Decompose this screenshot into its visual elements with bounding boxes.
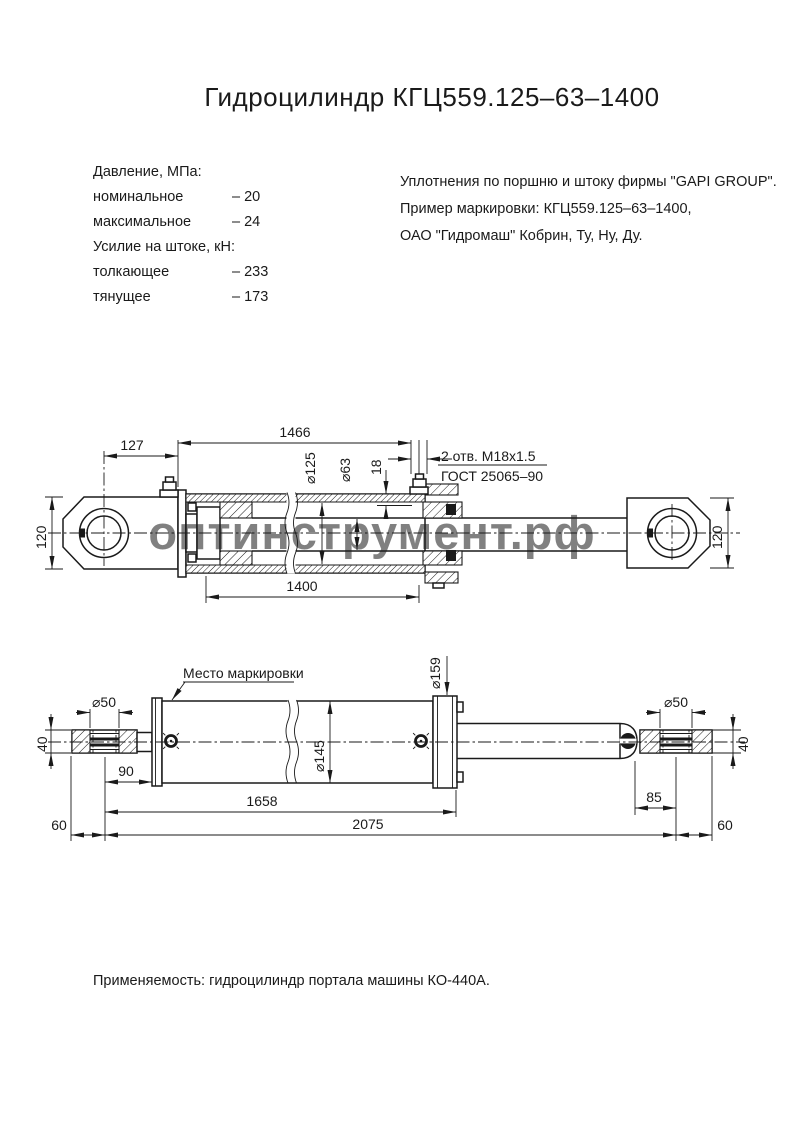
- port-boss-left: [160, 477, 178, 497]
- note-line: Уплотнения по поршню и штоку фирмы "GAPI GROUP".: [400, 174, 777, 190]
- dim-60-right: 60: [717, 817, 733, 833]
- spec-label: максимальное: [93, 214, 192, 230]
- dim-d145: ⌀145: [311, 740, 327, 772]
- spec-label: тянущее: [93, 289, 151, 305]
- spec-label: Усилие на штоке, кН:: [93, 239, 235, 255]
- tube-wall-bottom: [186, 565, 425, 573]
- dim-1400: 1400: [286, 578, 318, 594]
- dim-d50-left: ⌀50: [91, 694, 117, 710]
- right-pin-hatch-a: [640, 730, 660, 753]
- left-pin-hatch-b: [119, 730, 137, 753]
- dim-2075: 2075: [352, 816, 384, 832]
- note-line: Пример маркировки: КГЦ559.125–63–1400,: [400, 201, 692, 217]
- dim-d50-right: ⌀50: [663, 694, 689, 710]
- dim-90: 90: [118, 763, 134, 779]
- port-boss-right: [410, 474, 428, 494]
- dim-40-left: 40: [34, 736, 50, 752]
- gland-flange-bottom: [425, 572, 458, 583]
- tube-wall-top: [186, 494, 425, 502]
- spec-label: толкающее: [93, 264, 170, 280]
- spec-block: [93, 164, 268, 305]
- application-note: Применяемость: гидроцилиндр портала машины КО-440А.: [93, 973, 490, 989]
- dim-40-right: 40: [735, 736, 751, 752]
- left-pin-hatch-a: [72, 730, 90, 753]
- marking-callout: [172, 665, 304, 700]
- dim-18: 18: [368, 459, 384, 475]
- dim-60-left: 60: [51, 817, 67, 833]
- rod-side: [457, 724, 620, 759]
- dim-d159: ⌀159: [427, 657, 443, 689]
- bottom-view: [34, 656, 751, 841]
- dim-120-left: 120: [33, 525, 49, 549]
- dim-d63: ⌀63: [337, 457, 353, 482]
- spec-value: – 173: [232, 289, 269, 305]
- dim-127: 127: [120, 437, 144, 453]
- holes-note-line2: ГОСТ 25065–90: [441, 468, 544, 484]
- page-title: Гидроцилиндр КГЦ559.125–63–1400: [204, 82, 660, 112]
- right-pin-hatch-b: [692, 730, 712, 753]
- spec-value: – 20: [232, 189, 261, 205]
- dim-1466: 1466: [279, 424, 311, 440]
- gland-ring-nub: [433, 583, 444, 588]
- gland-flange-top: [425, 484, 458, 495]
- spec-label: номинальное: [93, 189, 184, 205]
- spec-value: – 24: [232, 214, 261, 230]
- watermark: оптинструмент.рф: [148, 506, 596, 559]
- head-nub-top: [457, 702, 463, 712]
- marking-label: Место маркировки: [183, 665, 304, 681]
- note-line: ОАО "Гидромаш" Кобрин, Ту, Ну, Ду.: [400, 228, 643, 244]
- dim-85: 85: [646, 789, 662, 805]
- dim-1658: 1658: [246, 793, 278, 809]
- dim-120-right: 120: [709, 525, 725, 549]
- dim-d125: ⌀125: [302, 452, 318, 484]
- notes-block: [400, 174, 777, 244]
- break-gap-bottom: [288, 700, 297, 782]
- spec-label: Давление, МПа:: [93, 164, 202, 180]
- head-nub-bottom: [457, 772, 463, 782]
- spec-value: – 233: [232, 264, 269, 280]
- holes-note-line1: 2 отв. М18х1.5: [441, 448, 536, 464]
